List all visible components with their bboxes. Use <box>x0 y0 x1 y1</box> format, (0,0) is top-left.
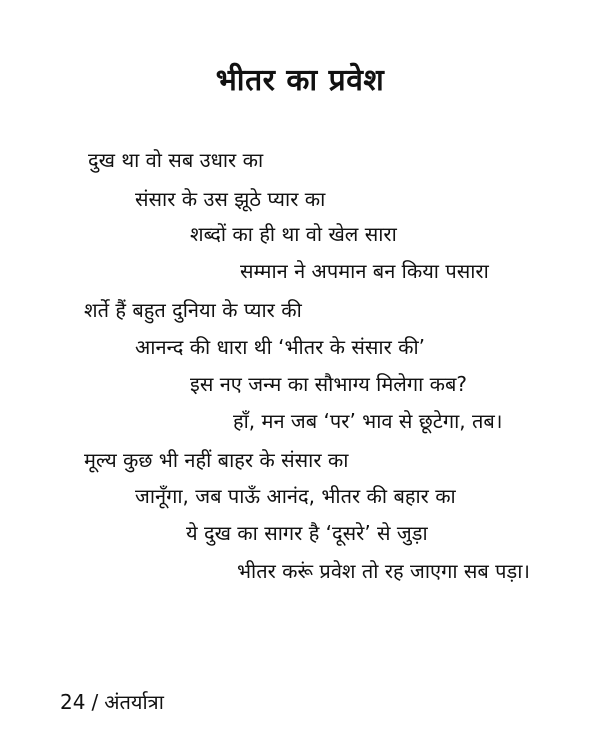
poem-line: मूल्य कुछ भी नहीं बाहर के संसार का <box>84 448 349 472</box>
poem-line: इस नए जन्म का सौभाग्य मिलेगा कब? <box>190 372 468 396</box>
poem-line: शर्ते हैं बहुत दुनिया के प्यार की <box>84 298 302 322</box>
poem-line: ये दुख का सागर है ‘दूसरे’ से जुड़ा <box>186 521 428 545</box>
poem-line: जानूँगा, जब पाऊँ आनंद, भीतर की बहार का <box>135 484 456 508</box>
footer-separator: / <box>91 690 99 714</box>
poem-line: संसार के उस झूठे प्यार का <box>135 187 326 211</box>
poem-line: दुख था वो सब उधार का <box>88 148 264 172</box>
poem-line: हाँ, मन जब ‘पर’ भाव से छूटेगा, तब। <box>233 409 503 433</box>
poem-line: शब्दों का ही था वो खेल सारा <box>190 222 397 246</box>
poem-line: आनन्द की धारा थी ‘भीतर के संसार की’ <box>135 335 426 359</box>
poem-line: भीतर करूं प्रवेश तो रह जाएगा सब पड़ा। <box>237 559 530 583</box>
poem-line: सम्मान ने अपमान बन किया पसारा <box>240 259 489 283</box>
poem-title: भीतर का प्रवेश <box>215 63 385 98</box>
page-footer <box>60 688 164 715</box>
page-number: 24 <box>60 690 86 714</box>
book-title: अंतर्यात्रा <box>104 690 164 714</box>
